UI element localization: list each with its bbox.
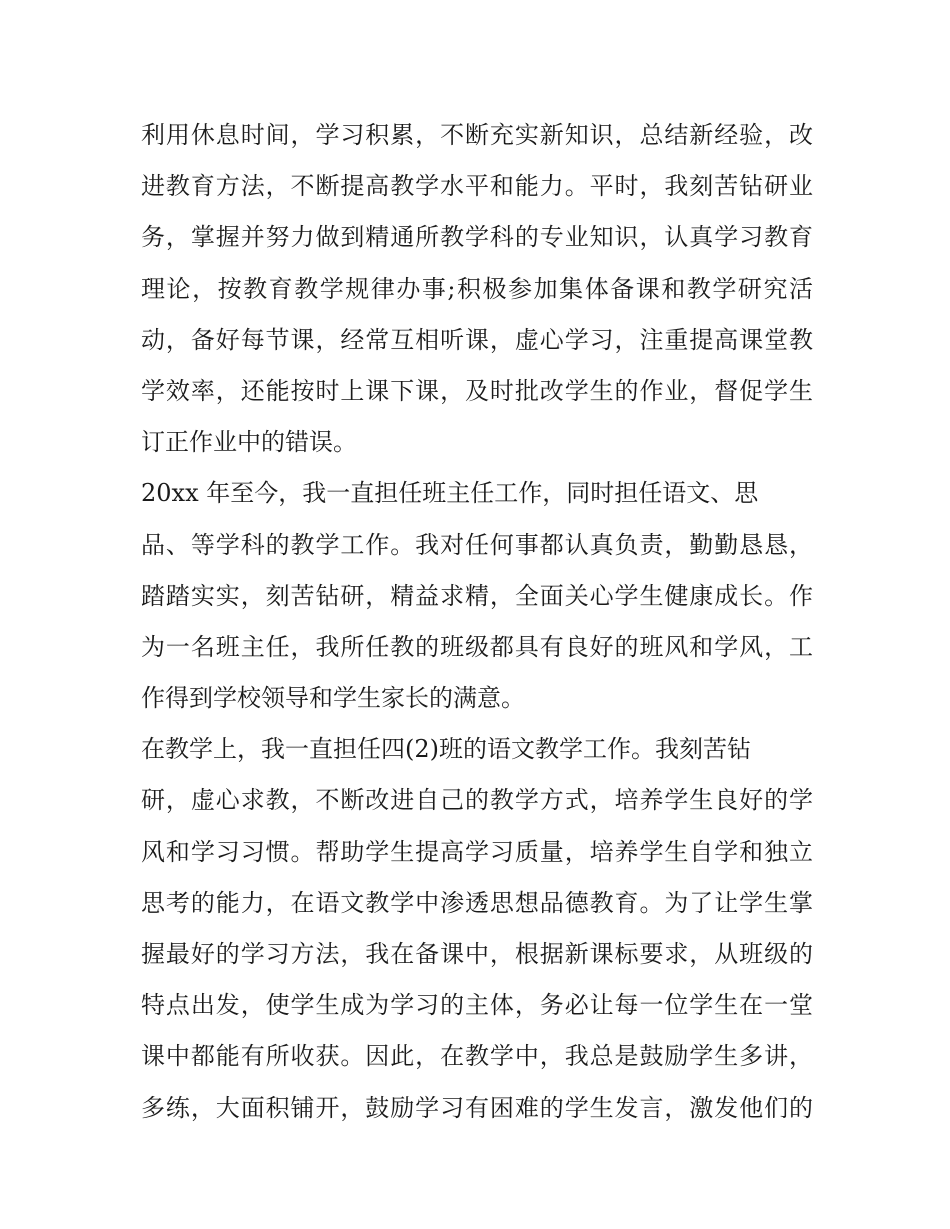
text-line: 多练，大面积铺开，鼓励学习有困难的学生发言，激发他们的 <box>141 1093 813 1122</box>
body-text <box>141 110 813 1134</box>
text-line: 订正作业中的错误。 <box>141 428 357 457</box>
text-line: 20xx 年至今，我一直担任班主任工作，同时担任语文、思 <box>141 479 759 508</box>
text-line: 进教育方法，不断提高教学水平和能力。平时，我刻苦钻研业 <box>141 172 813 201</box>
text-line: 作得到学校领导和学生家长的满意。 <box>141 684 525 713</box>
text-line: 务，掌握并努力做到精通所教学科的专业知识，认真学习教育 <box>141 223 813 252</box>
text-line: 学效率，还能按时上课下课，及时批改学生的作业，督促学生 <box>141 376 813 405</box>
text-line: 利用休息时间，学习积累，不断充实新知识，总结新经验，改 <box>141 121 813 149</box>
text-line: 握最好的学习方法，我在备课中，根据新课标要求，从班级的 <box>141 940 813 968</box>
text-line: 课中都能有所收获。因此，在教学中，我总是鼓励学生多讲， <box>141 1042 813 1071</box>
text-line: 研，虚心求教，不断改进自己的教学方式，培养学生良好的学 <box>141 786 813 815</box>
text-line: 特点出发，使学生成为学习的主体，务必让每一位学生在一堂 <box>141 991 813 1020</box>
text-line: 理论，按教育教学规律办事;积极参加集体备课和教学研究活 <box>141 274 813 303</box>
text-line: 在教学上，我一直担任四(2)班的语文教学工作。我刻苦钻 <box>141 735 751 764</box>
text-line: 品、等学科的教学工作。我对任何事都认真负责，勤勤恳恳， <box>141 530 813 559</box>
text-line: 风和学习习惯。帮助学生提高学习质量，培养学生自学和独立 <box>141 837 813 866</box>
text-line: 思考的能力，在语文教学中渗透思想品德教育。为了让学生掌 <box>141 888 813 917</box>
text-line: 动，备好每节课，经常互相听课，虚心学习，注重提高课堂教 <box>141 325 813 354</box>
text-line: 为一名班主任，我所任教的班级都具有良好的班风和学风，工 <box>141 632 813 661</box>
text-line: 踏踏实实，刻苦钻研，精益求精，全面关心学生健康成长。作 <box>141 581 813 610</box>
